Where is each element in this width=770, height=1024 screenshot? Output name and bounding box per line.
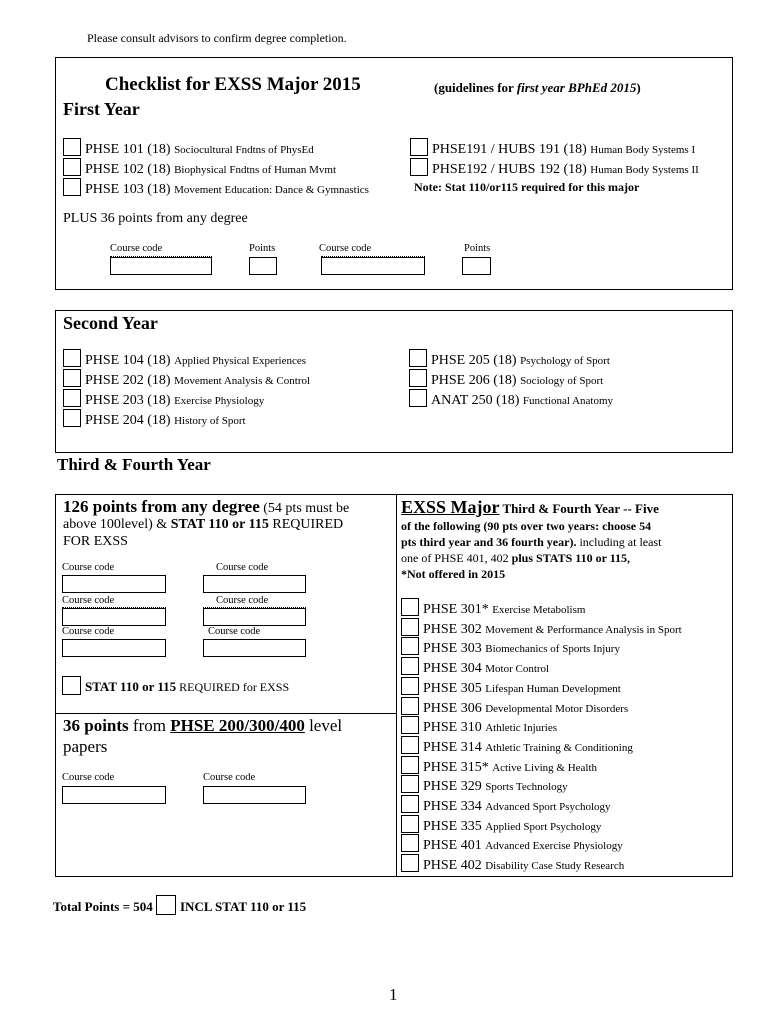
checkbox[interactable] xyxy=(410,138,428,156)
course-desc: Exercise Metabolism xyxy=(492,604,586,616)
checkbox[interactable] xyxy=(401,834,419,852)
checkbox[interactable] xyxy=(401,795,419,813)
checkbox[interactable] xyxy=(63,389,81,407)
checkbox[interactable] xyxy=(401,637,419,655)
checkbox[interactable] xyxy=(63,158,81,176)
course-code-input[interactable] xyxy=(203,608,306,626)
not-offered-note: *Not offered in 2015 xyxy=(401,567,506,581)
course-code: PHSE 335 xyxy=(423,818,482,834)
course-code-label: Course code xyxy=(203,772,256,783)
first-year-heading: First Year xyxy=(63,99,140,119)
course-code-input[interactable] xyxy=(321,257,425,275)
course-code: PHSE 304 xyxy=(423,661,482,677)
exss-course-row xyxy=(401,697,628,717)
course-code: PHSE 401 xyxy=(423,838,482,854)
checkbox[interactable] xyxy=(62,676,81,695)
course-desc: Lifespan Human Development xyxy=(485,682,621,695)
points-label: Points xyxy=(249,243,276,254)
course-phse-101: PHSE 101 (18) Sociocultural Fndtns of PhysEd xyxy=(63,138,314,158)
course-phse-205: PHSE 205 (18) Psychology of Sport xyxy=(409,349,610,369)
exss-course-row xyxy=(401,657,549,677)
course-code-label: Course code xyxy=(216,562,269,573)
course-code-input[interactable] xyxy=(203,639,306,657)
course-code-label: Course code xyxy=(208,626,261,637)
checkbox[interactable] xyxy=(401,677,419,695)
points-input[interactable] xyxy=(462,257,491,275)
course-code: PHSE 310 xyxy=(423,720,482,736)
checkbox[interactable] xyxy=(63,349,81,367)
exss-course-row xyxy=(401,795,611,815)
course-code: PHSE 302 xyxy=(423,621,482,637)
course-code-input[interactable] xyxy=(62,786,166,804)
checkbox[interactable] xyxy=(401,598,419,616)
course-code: PHSE 303 xyxy=(423,641,482,657)
course-code: PHSE 402 xyxy=(423,858,482,874)
course-code-label: Course code xyxy=(62,626,115,637)
checkbox[interactable] xyxy=(401,618,419,636)
exss-course-row xyxy=(401,736,633,756)
exss-course-row xyxy=(401,677,621,697)
page-title: Checklist for EXSS Major 2015 xyxy=(105,74,361,95)
course-code-label: Course code xyxy=(62,772,115,783)
stat-required: STAT 110 or 115 REQUIRED for EXSS xyxy=(62,676,289,695)
checkbox[interactable] xyxy=(63,178,81,196)
points-36-papers: papers xyxy=(63,737,108,756)
checkbox[interactable] xyxy=(401,736,419,754)
notice: Please consult advisors to confirm degree completion. xyxy=(87,31,347,45)
points-label: Points xyxy=(464,243,491,254)
course-phse-206: PHSE 206 (18) Sociology of Sport xyxy=(409,369,603,389)
exss-course-row xyxy=(401,815,601,835)
course-desc: Advanced Exercise Physiology xyxy=(485,840,623,853)
exss-course-row xyxy=(401,598,585,618)
course-desc: Motor Control xyxy=(485,663,550,676)
course-code: PHSE 329 xyxy=(423,779,482,795)
course-code-label: Course code xyxy=(62,562,115,573)
checkbox[interactable] xyxy=(156,895,176,915)
exss-course-row xyxy=(401,854,624,874)
checkbox[interactable] xyxy=(409,349,427,367)
course-code-label: Course code xyxy=(216,595,269,606)
course-desc: Disability Case Study Research xyxy=(485,860,625,873)
course-desc: Developmental Motor Disorders xyxy=(485,702,629,715)
course-code: PHSE 315* xyxy=(423,759,489,775)
points-36-title: 36 points from PHSE 200/300/400 level xyxy=(63,716,343,735)
course-desc: Active Living & Health xyxy=(492,761,598,774)
checkbox[interactable] xyxy=(401,716,419,734)
exss-course-row xyxy=(401,834,623,854)
course-desc: Athletic Training & Conditioning xyxy=(485,741,633,754)
exss-major-line3: pts third year and 36 fourth year). including at least xyxy=(401,535,662,549)
course-code-label: Course code xyxy=(110,243,163,254)
third-fourth-heading: Third & Fourth Year xyxy=(57,455,211,474)
checkbox[interactable] xyxy=(63,409,81,427)
exss-major-line4: one of PHSE 401, 402 plus STATS 110 or 115, xyxy=(401,551,631,565)
course-code-label: Course code xyxy=(62,595,115,606)
course-phse-202: PHSE 202 (18) Movement Analysis & Control xyxy=(63,369,310,389)
course-phse-103: PHSE 103 (18) Movement Education: Dance & Gymnastics xyxy=(63,178,369,198)
course-code: PHSE 301* xyxy=(423,602,489,617)
exss-course-row xyxy=(401,618,682,638)
course-phse-191: PHSE191 / HUBS 191 (18) Human Body Systems I xyxy=(410,138,695,158)
course-phse-204: PHSE 204 (18) History of Sport xyxy=(63,409,246,429)
points-input[interactable] xyxy=(249,257,277,275)
course-code-input[interactable] xyxy=(62,639,166,657)
course-code-label: Course code xyxy=(319,243,372,254)
course-code-input[interactable] xyxy=(203,575,306,593)
exss-course-row xyxy=(401,756,597,776)
course-code-input[interactable] xyxy=(62,608,166,626)
points-126-line3: FOR EXSS xyxy=(63,534,128,549)
checkbox[interactable] xyxy=(63,138,81,156)
checkbox[interactable] xyxy=(401,657,419,675)
checkbox[interactable] xyxy=(401,775,419,793)
course-code-input[interactable] xyxy=(110,257,212,275)
course-desc: Athletic Injuries xyxy=(485,722,558,735)
total-points: Total Points = 504 INCL STAT 110 or 115 xyxy=(53,895,306,915)
course-desc: Biomechanics of Sports Injury xyxy=(485,643,620,656)
checkbox[interactable] xyxy=(401,815,419,833)
exss-major-line2: of the following (90 pts over two years: choose 54 xyxy=(401,519,652,533)
course-code: PHSE 314 xyxy=(423,739,482,755)
column-divider xyxy=(396,494,397,877)
checkbox[interactable] xyxy=(409,389,427,407)
checkbox[interactable] xyxy=(63,369,81,387)
checkbox[interactable] xyxy=(401,854,419,872)
row-divider xyxy=(55,713,396,714)
checkbox[interactable] xyxy=(410,158,428,176)
course-anat-250: ANAT 250 (18) Functional Anatomy xyxy=(409,389,613,409)
guidelines-note: (guidelines for first year BPhEd 2015) xyxy=(434,80,641,95)
stat-note: Note: Stat 110/or115 required for this major xyxy=(414,180,640,194)
course-phse-192: PHSE192 / HUBS 192 (18) Human Body Systems II xyxy=(410,158,699,178)
second-year-heading: Second Year xyxy=(63,313,158,333)
course-desc: Advanced Sport Psychology xyxy=(485,801,611,813)
exss-major-title: EXSS Major Third & Fourth Year -- Five xyxy=(401,497,659,517)
checkbox[interactable] xyxy=(401,697,419,715)
exss-course-row xyxy=(401,637,620,657)
course-desc: Sports Technology xyxy=(485,781,568,794)
points-126-line2: above 100level) & STAT 110 or 115 REQUIRED xyxy=(63,517,344,532)
page-number: 1 xyxy=(389,985,398,1004)
course-phse-203: PHSE 203 (18) Exercise Physiology xyxy=(63,389,264,409)
course-phse-104: PHSE 104 (18) Applied Physical Experiences xyxy=(63,349,306,369)
plus-36-points: PLUS 36 points from any degree xyxy=(63,211,248,226)
checkbox[interactable] xyxy=(409,369,427,387)
exss-course-row xyxy=(401,775,568,795)
course-desc: Applied Sport Psychology xyxy=(485,820,602,833)
course-desc: Movement & Performance Analysis in Sport xyxy=(485,623,682,636)
checkbox[interactable] xyxy=(401,756,419,774)
course-code-input[interactable] xyxy=(62,575,166,593)
exss-course-row xyxy=(401,716,557,736)
course-code: PHSE 306 xyxy=(423,700,482,716)
course-phse-102: PHSE 102 (18) Biophysical Fndtns of Human Mvmt xyxy=(63,158,336,178)
points-126-title: 126 points from any degree (54 pts must be xyxy=(63,497,350,516)
course-code: PHSE 305 xyxy=(423,680,482,696)
course-code: PHSE 334 xyxy=(423,799,482,814)
course-code-input[interactable] xyxy=(203,786,306,804)
